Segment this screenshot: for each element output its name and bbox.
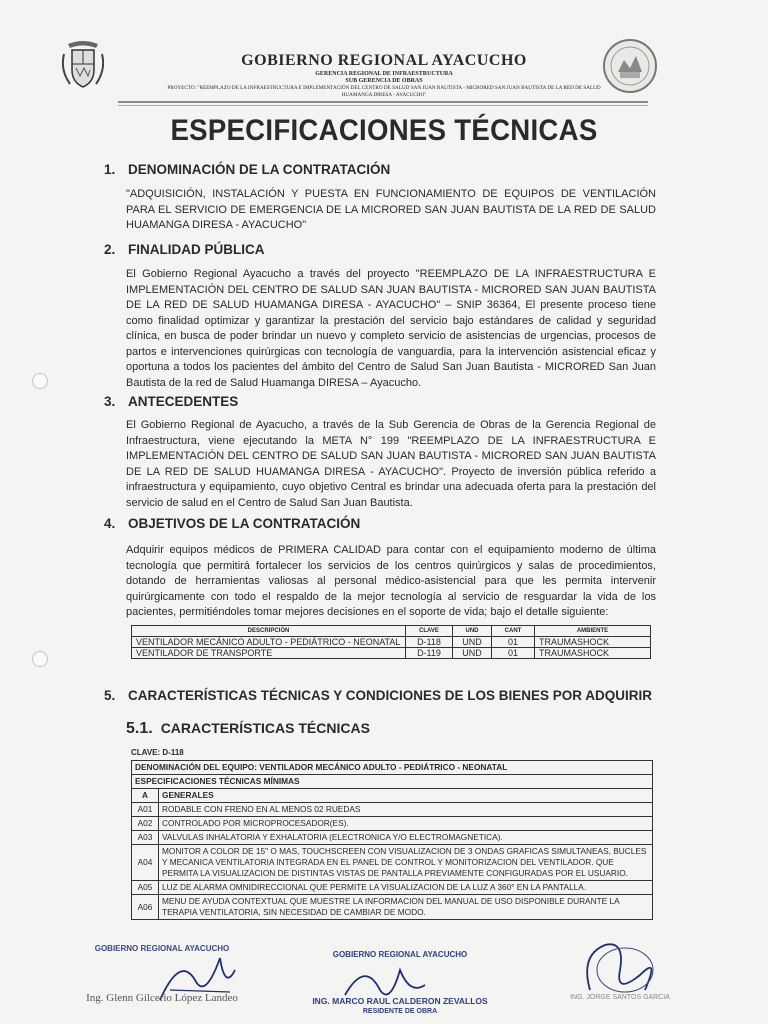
spec-code: A03 (132, 831, 159, 845)
subsection-heading (126, 720, 370, 738)
document-title: ESPECIFICACIONES TÉCNICAS (170, 114, 598, 147)
subsection-title: CARACTERÍSTICAS TÉCNICAS (160, 720, 370, 736)
spec-text: CONTROLADO POR MICROPROCESADOR(ES). (159, 817, 653, 831)
spec-code: A01 (132, 803, 159, 817)
table-row (132, 895, 653, 920)
spec-code: A06 (132, 895, 159, 920)
group-label: GENERALES (159, 789, 653, 803)
section-title: FINALIDAD PÚBLICA (128, 242, 265, 257)
table-row (132, 775, 653, 789)
table-cell: TRAUMASHOCK (535, 637, 651, 648)
section-paragraph: El Gobierno Regional de Ayacucho, a través de la Sub Gerencia de Obras de la Gerencia Regional de Infraestructura, viene ejecutando la META N° 199 "REEMPLAZO DE LA INFRAESTRUCTURA E IMPLEMENTACIÓN DEL CENTRO DE SALUD SAN JUAN BAUTISTA - MICRORED SAN JUAN BAUTISTA DE LA RED DE SALUD HUAMANGA DIRESA - AYACUCHO". Proyecto de inversión pública referido a infraestructura y equipamiento, cuyo objetivo Central es brindar una adecuada oferta para la prestación del servicio de salud en el Centro de Salud San Juan Bautista. (126, 419, 656, 509)
table-cell: 01 (492, 648, 535, 659)
header-divider (118, 101, 648, 103)
table-row (132, 881, 653, 895)
spec-table (131, 760, 653, 920)
section-number: 4. (104, 516, 116, 531)
center-stamp-header: GOBIERNO REGIONAL AYACUCHO (332, 950, 468, 959)
header-project-line: PROYECTO: "REEMPLAZO DE LA INFRAESTRUCTURA E IMPLEMENTACIÓN DEL CENTRO DE SALUD SAN JUAN BAUTISTA - MICRORED SAN JUAN BAUTISTA DE LA RED DE SALUD (167, 85, 601, 91)
section-heading (104, 394, 238, 409)
binder-hole (32, 373, 48, 389)
section-title: DENOMINACIÓN DE LA CONTRATACIÓN (128, 162, 391, 177)
table-cell: UND (453, 648, 492, 659)
table-row (132, 789, 653, 803)
section-title: ANTECEDENTES (128, 394, 239, 409)
section-paragraph: El Gobierno Regional Ayacucho a través del proyecto "REEMPLAZO DE LA INFRAESTRUCTURA E IMPLEMENTACIÓN DEL CENTRO DE SALUD SAN JUAN BAUTISTA - MICRORED SAN JUAN BAUTISTA DE LA RED DE SALUD HUAMANGA DIRESA - AYACUCHO" – SNIP 36364, El presente proceso tiene como finalidad optimizar y garantizar la prestación del servicio bajo estándares de calidad y seguridad clínica, en busca de poder brindar un nuevo y completo servicio de asistencias de urgencias, procesos de partos e intervenciones quirúrgicas con tecnología de vanguardia, para la intervención asistencial eficaz y oportuna a todos los pacientes del ámbito del Centro de Salud San Juan Bautista - MICRORED San Juan Bautista de la red de Salud Huamanga DIRESA – Ayacucho. (126, 268, 656, 389)
column-header: AMBIENTE (535, 626, 651, 637)
table-row (132, 803, 653, 817)
column-header: CANT (492, 626, 535, 637)
equipment-table (131, 625, 651, 659)
spec-minimum-label: ESPECIFICACIONES TÉCNICAS MÍNIMAS (132, 775, 653, 789)
table-cell: D-119 (406, 648, 453, 659)
table-cell: VENTILADOR DE TRANSPORTE (132, 648, 406, 659)
spec-code: A04 (132, 845, 159, 881)
equipment-code: CLAVE: D-118 (131, 748, 184, 757)
spec-text: MONITOR A COLOR DE 15" O MAS, TOUCHSCREEN CON VISUALIZACION DE 3 ONDAS GRAFICAS SIMULTANEAS, BUCLES Y MECANICA VENTILATORIA INTEGRADA EN EL PANEL DE CONTROL Y MONITORIZACION DEL VENTILADOR. QUE PERMITA LA VISUALIZACION DE DISTINTAS VISTAS DE PANTALLA PREVIAMENTE CONFIGURADAS POR EL USUARIO. (159, 845, 653, 881)
table-row (132, 845, 653, 881)
subsection-number: 5.1. (126, 720, 153, 737)
section-number: 3. (104, 394, 116, 409)
section-title: CARACTERÍSTICAS TÉCNICAS Y CONDICIONES DE LOS BIENES POR ADQUIRIR (128, 688, 653, 703)
section-heading (104, 242, 265, 257)
section-number: 5. (104, 688, 116, 703)
center-signatory-name: ING. MARCO RAUL CALDERON ZEVALLOS (312, 996, 488, 1006)
spec-text: RODABLE CON FRENO EN AL MENOS 02 RUEDAS (159, 803, 653, 817)
spec-text: VALVULAS INHALATORIA Y EXHALATORIA (ELECTRONICA Y/O ELECTROMAGNETICA). (159, 831, 653, 845)
section-paragraph: "ADQUISICIÓN, INSTALACIÓN Y PUESTA EN FUNCIONAMIENTO DE EQUIPOS DE VENTILACIÓN PARA EL SERVICIO DE EMERGENCIA DE LA MICRORED SAN JUAN BAUTISTA DE LA RED DE SALUD HUAMANGA DIRESA - AYACUCHO" (126, 188, 656, 231)
right-signatory-name: ING. JORGE SANTOS GARCIA (570, 994, 670, 1001)
section-paragraph: Adquirir equipos médicos de PRIMERA CALIDAD para contar con el equipamiento moderno de última tecnología que permitirá fortalecer los servicios de los centros quirúrgicos y salas de procedimientos, dotando de herramientas valiosas al personal médico-asistencial para que les permita intervenir quirúrgicamente con todo el respaldo de la mejor tecnología al servicio de resguardar la vida de los pacientes, permitiéndoles tomar mejores decisiones en el soporte de vida; bajo el detalle siguiente: (126, 544, 656, 618)
organization-name: GOBIERNO REGIONAL AYACUCHO (241, 52, 527, 69)
section-heading (104, 688, 652, 703)
table-cell: 01 (492, 637, 535, 648)
section-title: OBJETIVOS DE LA CONTRATACIÓN (128, 516, 361, 531)
table-cell: VENTILADOR MECÁNICO ADULTO - PEDIÁTRICO - NEONATAL (132, 637, 406, 648)
table-row (132, 817, 653, 831)
table-row (132, 761, 653, 775)
table-header-row (132, 626, 651, 637)
left-stamp-header: GOBIERNO REGIONAL AYACUCHO (94, 944, 230, 953)
section-number: 1. (104, 162, 116, 177)
column-header: UND (453, 626, 492, 637)
header-project-line-2: HUAMANGA DIRESA - AYACUCHO" (341, 92, 427, 98)
section-heading (104, 162, 390, 177)
center-signatory-role: RESIDENTE DE OBRA (362, 1008, 438, 1015)
left-signatory-name: Ing. Glenn Gilcerio López Landeo (86, 992, 238, 1004)
table-row (132, 637, 651, 648)
table-cell: UND (453, 637, 492, 648)
header-line-1: GERENCIA REGIONAL DE INFRAESTRUCTURA (315, 71, 453, 77)
spec-text: LUZ DE ALARMA OMNIDIRECCIONAL QUE PERMITE LA VISUALIZACION DE LA LUZ A 360° EN LA PANTALLA. (159, 881, 653, 895)
table-cell: TRAUMASHOCK (535, 648, 651, 659)
header-divider-thin (118, 105, 648, 106)
header-line-2: SUB GERENCIA DE OBRAS (345, 78, 423, 84)
spec-text: MENU DE AYUDA CONTEXTUAL QUE MUESTRE LA INFORMACION DEL MANUAL DE USO DISPONIBLE DURANTE LA TERAPIA VENTILATORIA, SIN NECESIDAD DE CAMBIAR DE MODO. (159, 895, 653, 920)
table-cell: D-118 (406, 637, 453, 648)
table-row (132, 648, 651, 659)
column-header: DESCRIPCIÓN (132, 626, 406, 637)
section-number: 2. (104, 242, 116, 257)
spec-code: A02 (132, 817, 159, 831)
section-heading (104, 516, 360, 531)
group-code: A (132, 789, 159, 803)
spec-code: A05 (132, 881, 159, 895)
column-header: CLAVE (406, 626, 453, 637)
binder-hole (32, 651, 48, 667)
equipment-denomination: DENOMINACIÓN DEL EQUIPO: VENTILADOR MECÁNICO ADULTO - PEDIÁTRICO - NEONATAL (132, 761, 653, 775)
table-row (132, 831, 653, 845)
